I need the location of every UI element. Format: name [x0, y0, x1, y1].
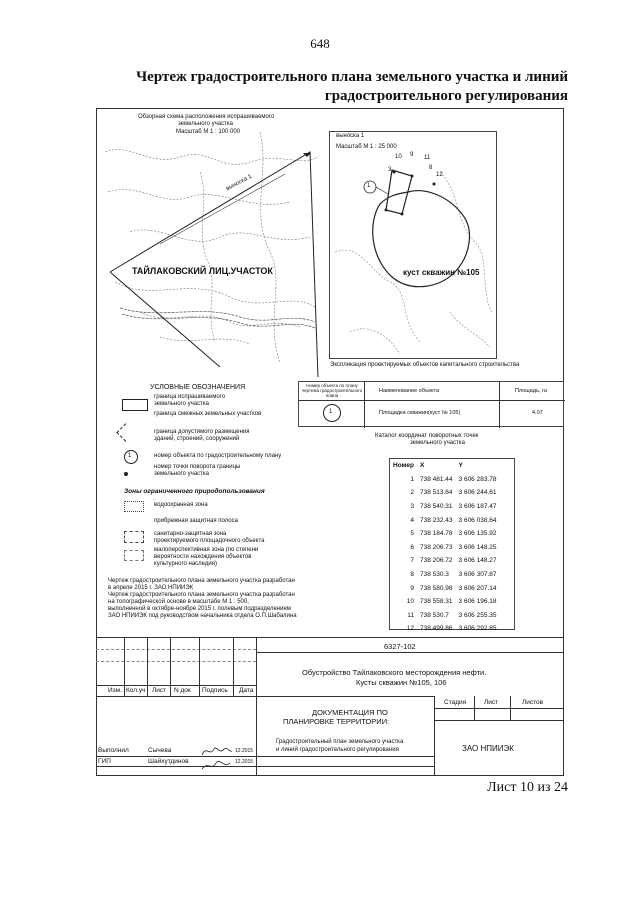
- catalog-cell-number: 7: [410, 557, 414, 565]
- catalog-header-y: Y: [458, 462, 463, 470]
- overview-title-1: Обзорная схема расположения испрашиваемого: [138, 114, 275, 120]
- callout-point-3: 3: [388, 167, 392, 173]
- legend: [104, 384, 294, 574]
- legend-sanitary-zone-symbol: [124, 531, 144, 543]
- catalog-row: [390, 486, 499, 500]
- legend-zone-1: водоохранная зона: [154, 502, 208, 508]
- catalog-cell-y: 3 606 283.78: [458, 475, 497, 483]
- catalog-cell-y: 3 606 244.61: [458, 489, 497, 497]
- stamp-desc-2: и линий градостроительного регулирования: [276, 747, 399, 753]
- catalog-cell-number: 10: [406, 598, 414, 606]
- catalog-cell-x: 738 481.44: [419, 475, 453, 483]
- stamp-col-koluch: Кол.уч: [126, 687, 146, 694]
- catalog-header-row: [390, 459, 499, 473]
- legend-zone-4b: вероятности нахождения объектов: [154, 554, 252, 560]
- stamp-date-1: 12.2015: [235, 748, 254, 754]
- stamp-col-ndok: N док: [174, 687, 191, 694]
- legend-zone-3b: проектируемого площадочного объекта: [154, 538, 265, 544]
- stamp-name-2: Шайхутдинов: [148, 758, 189, 765]
- well-cluster-label: куст скважин №105: [403, 268, 480, 277]
- callout-title: выноска 1: [336, 133, 365, 139]
- catalog-row: [390, 609, 499, 623]
- catalog-cell-x: 738 530.3: [419, 571, 449, 579]
- catalog-row: [390, 581, 499, 595]
- note-line-5: выполненной в октябре-ноябре 2015 г. полевым подразделением: [108, 606, 291, 612]
- catalog-title-1: Каталог координат поворотных точек: [375, 433, 479, 439]
- legend-item-2: граница смежных земельных участков: [154, 411, 262, 417]
- callout-object-number: 1: [367, 183, 371, 189]
- catalog-cell-y: 3 606 148.25: [458, 543, 497, 551]
- stamp-stage: Стадия: [444, 699, 467, 706]
- explication-col3: Площадь, га: [515, 388, 547, 394]
- page-number: 648: [310, 36, 330, 51]
- note-line-4: на топографической основе в масштабе М 1 : 500,: [108, 599, 249, 605]
- callout-drawing: [330, 132, 496, 358]
- catalog-cell-number: 11: [407, 611, 414, 619]
- callout-point-8: 8: [429, 165, 433, 171]
- stamp-doc-2: ПЛАНИРОВКЕ ТЕРРИТОРИИ:: [283, 717, 390, 726]
- catalog-cell-number: 5: [410, 530, 414, 538]
- explication-title: Экспликация проектируемых объектов капитального строительства: [330, 362, 520, 368]
- stamp-sheet: Лист: [484, 699, 499, 706]
- page-title: [48, 68, 568, 106]
- note-line-3: Чертеж градостроительного плана земельного участка разработан: [108, 592, 295, 598]
- explication-row-area: 4.07: [532, 410, 543, 416]
- legend-title: УСЛОВНЫЕ ОБОЗНАЧЕНИЯ: [150, 384, 246, 391]
- catalog-cell-x: 738 530.7: [419, 611, 449, 619]
- catalog-row: [390, 595, 499, 609]
- catalog-cell-x: 738 580.98: [419, 584, 453, 592]
- signature-drawing: [200, 743, 234, 773]
- overview-map-drawing: [100, 112, 322, 377]
- catalog-row: [390, 622, 499, 636]
- stamp-col-list: Лист: [152, 687, 167, 694]
- overview-callout-label: выноска 1: [225, 173, 254, 193]
- stamp-role-2: ГИП: [98, 758, 111, 765]
- callout-point-10: 10: [395, 154, 402, 160]
- catalog-row: [390, 554, 499, 568]
- explication-col1: Номер объекта по плану чертежа градостроительного плана: [301, 383, 363, 399]
- stamp-company: ЗАО НПИИЭК: [462, 744, 514, 753]
- legend-item-3b: зданий, строений, сооружений: [154, 436, 240, 442]
- callout-point-12: 12: [436, 172, 443, 178]
- stamp-date-2: 12.2015: [235, 759, 254, 765]
- legend-item-1a: граница испрашиваемого: [154, 394, 226, 400]
- catalog-cell-y: 3 606 196.18: [458, 598, 497, 606]
- catalog-row: [390, 527, 499, 541]
- legend-allowed-zone-symbol: [116, 423, 134, 441]
- legend-parcel-symbol: [122, 399, 148, 411]
- explication-row-name: Площадка скважин(куст № 105): [379, 410, 461, 416]
- legend-zones-title: Зоны ограниченного природопользования: [124, 488, 265, 495]
- catalog-cell-y: 3 606 135.92: [458, 530, 497, 538]
- explication-col2: Наименование объекта: [379, 388, 440, 394]
- catalog-row: [390, 568, 499, 582]
- catalog-cell-number: 9: [410, 584, 414, 592]
- catalog-cell-number: 2: [410, 489, 414, 497]
- overview-title-2: земельного участка: [178, 121, 233, 127]
- catalog-cell-x: 738 540.31: [419, 503, 453, 511]
- legend-item-1b: земельного участка: [154, 401, 209, 407]
- legend-water-zone-symbol: [124, 501, 144, 512]
- stamp-project-1: Обустройство Тайлаковского месторождения нефти.: [302, 668, 487, 677]
- explication-table: [298, 381, 564, 427]
- catalog-cell-number: 12: [406, 625, 414, 633]
- catalog-cell-number: 4: [410, 516, 414, 524]
- callout-point-9: 9: [410, 152, 414, 158]
- catalog-row: [390, 500, 499, 514]
- legend-item-4: номер объекта по градостроительному плану: [154, 453, 282, 459]
- catalog-cell-y: 3 606 207.14: [458, 584, 497, 592]
- legend-object-symbol: 1: [128, 453, 132, 459]
- catalog-cell-x: 738 206.73: [419, 543, 453, 551]
- catalog-cell-y: 3 606 292.85: [458, 625, 497, 633]
- stamp-col-podpis: Подпись: [202, 687, 228, 694]
- catalog-cell-x: 738 206.72: [419, 557, 453, 565]
- catalog-cell-y: 3 606 307.87: [458, 571, 497, 579]
- catalog-cell-y: 3 606 187.47: [458, 503, 497, 511]
- catalog-row: [390, 473, 499, 487]
- catalog-cell-x: 738 558.31: [419, 598, 453, 606]
- legend-point-dot: [124, 472, 128, 476]
- stamp-col-izm: Изм.: [108, 687, 122, 694]
- catalog-cell-number: 3: [410, 503, 414, 511]
- legend-zone-4c: культурного наследия): [154, 561, 217, 567]
- explication-row-number: 1: [329, 409, 333, 415]
- page-footer: Лист 10 из 24: [487, 780, 568, 795]
- stamp-sheets: Листов: [522, 699, 544, 706]
- legend-item-5b: земельного участка: [154, 471, 209, 477]
- stamp-doc-1: ДОКУМЕНТАЦИЯ ПО: [312, 708, 388, 717]
- license-area-label: ТАЙЛАКОВСКИЙ ЛИЦ.УЧАСТОК: [132, 266, 273, 276]
- stamp-name-1: Сычева: [148, 747, 172, 754]
- note-line-6: ЗАО НПИИЭК под руководством начальника отдела О.П.Шабалина: [108, 613, 297, 619]
- catalog-title-2: земельного участка: [410, 440, 465, 446]
- catalog-table: [390, 459, 499, 636]
- stamp-code: 6327-102: [384, 642, 416, 651]
- legend-zone-3a: санитарно-защитная зона: [154, 531, 227, 537]
- catalog-row: [390, 513, 499, 527]
- title-block: [96, 637, 434, 776]
- catalog-header-number: Номер: [393, 462, 414, 470]
- note-line-1: Чертеж градостроительного плана земельного участка разработан: [108, 578, 295, 584]
- catalog-cell-x: 738 499.86: [419, 625, 453, 633]
- catalog-cell-number: 8: [410, 571, 414, 579]
- stamp-role-1: Выполнил: [98, 747, 129, 754]
- callout-box: [329, 131, 497, 359]
- catalog-header-x: X: [419, 462, 425, 470]
- overview-map: [100, 112, 322, 377]
- notes: [108, 578, 297, 620]
- legend-zone-4a: малоперспективная зона (по степени: [154, 547, 259, 553]
- title-line-2: градостроительного регулирования: [324, 88, 568, 104]
- stamp-col-data: Дата: [239, 687, 254, 694]
- note-line-2: в апреле 2015 г. ЗАО НПИИЭК: [108, 585, 194, 591]
- overview-scale: Масштаб М 1 : 100 000: [176, 129, 241, 135]
- catalog-row: [390, 541, 499, 555]
- catalog-cell-y: 3 606 255.35: [458, 611, 497, 619]
- catalog-cell-number: 6: [410, 543, 414, 551]
- catalog-cell-x: 738 232.43: [419, 516, 453, 524]
- stamp-desc-1: Градостроительный план земельного участка: [276, 739, 404, 745]
- stamp-project-2: Кусты скважин №105, 106: [356, 678, 447, 687]
- catalog-table-box: [389, 458, 515, 633]
- legend-item-3a: граница допустимого размещения: [154, 429, 250, 435]
- title-line-1: Чертеж градостроительного плана земельного участка и линий: [136, 69, 568, 85]
- catalog-cell-x: 738 513.64: [419, 489, 453, 497]
- callout-scale: Масштаб М 1 : 25 000: [336, 144, 397, 150]
- catalog-cell-y: 3 606 038.64: [458, 516, 497, 524]
- catalog-cell-x: 738 184.78: [419, 530, 453, 538]
- legend-heritage-zone-symbol: [124, 550, 144, 561]
- legend-item-5a: номер точки поворота границы: [154, 464, 241, 470]
- legend-zone-2: прибрежная защитная полоса: [154, 518, 238, 524]
- callout-point-11: 11: [424, 155, 431, 161]
- catalog-cell-y: 3 606 148.27: [458, 557, 497, 565]
- catalog-cell-number: 1: [410, 475, 414, 483]
